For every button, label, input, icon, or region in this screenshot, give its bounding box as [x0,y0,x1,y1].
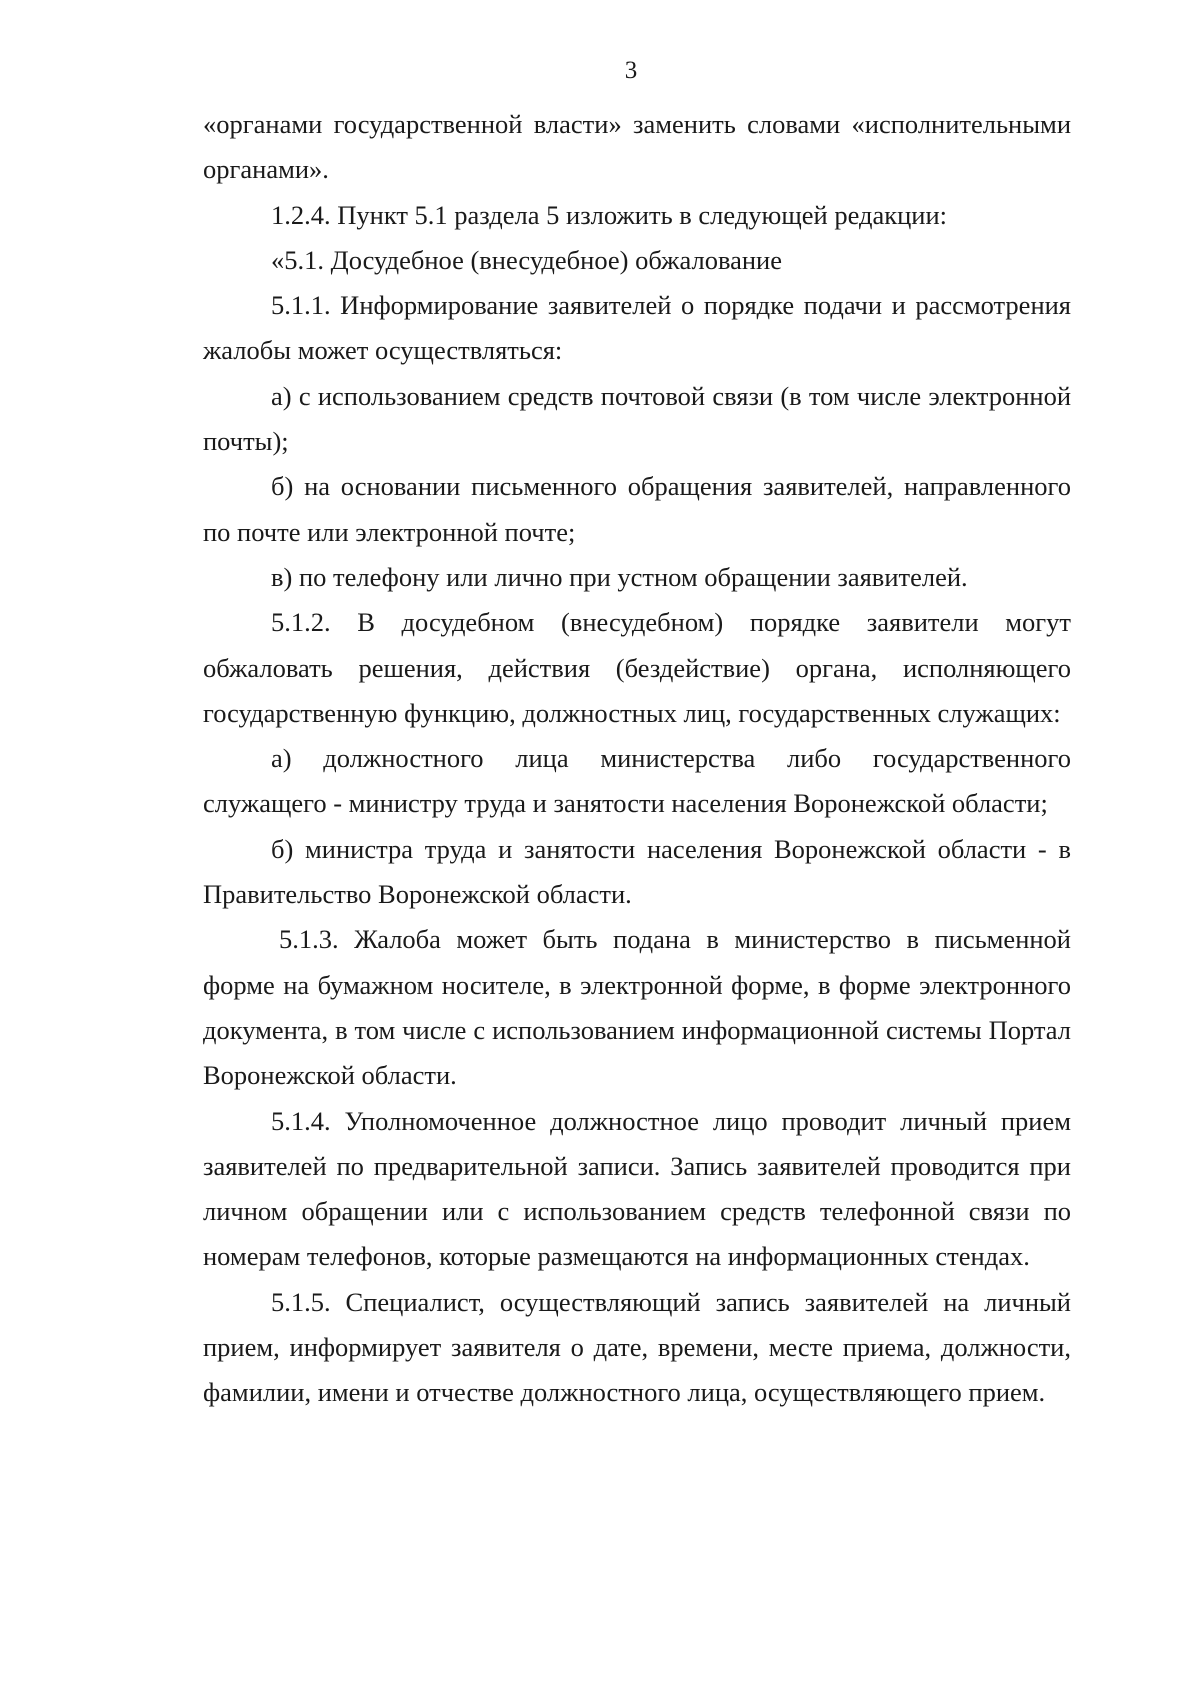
paragraph-4: 5.1.1. Информирование заявителей о порядке подачи и рассмотрения жалобы может осуществляться: [203,290,1071,366]
page-number: 3 [624,57,638,84]
paragraph-3: «5.1. Досудебное (внесудебное) обжалование [271,244,783,275]
paragraph-7: в) по телефону или лично при устном обращении заявителей. [271,561,968,592]
paragraph-13: 5.1.5. Специалист, осуществляющий запись заявителей на личный прием, информирует заявителя о дате, времени, месте приема, должности, фамилии, имени и отчестве должностного лица, осуществляющего прием. [203,1286,1071,1408]
document-body [203,102,1071,1416]
paragraph-2: 1.2.4. Пункт 5.1 раздела 5 изложить в следующей редакции: [271,199,948,230]
paragraph-6: б) на основании письменного обращения заявителей, направленного по почте или электронной почте; [203,471,1071,547]
paragraph-12: 5.1.4. Уполномоченное должностное лицо проводит личный прием заявителей по предварительной записи. Запись заявителей проводится при личном обращении или с использованием средств телефонной связи по номерам телефонов, которые размещаются на информационных стендах. [203,1105,1071,1272]
paragraph-11: 5.1.3. Жалоба может быть подана в министерство в письменной форме на бумажном носителе, в электронной форме, в форме электронного документа, в том числе с использованием информационной системы Портал Воронежской области. [203,924,1071,1091]
paragraph-1: «органами государственной власти» заменить словами «исполнительными органами». [203,109,1071,185]
paragraph-10: б) министра труда и занятости населения Воронежской области - в Правительство Воронежской области. [203,833,1071,910]
paragraph-5: а) с использованием средств почтовой связи (в том числе электронной почты); [203,380,1071,457]
paragraph-8: 5.1.2. В досудебном (внесудебном) порядке заявители могут обжаловать решения, действия (бездействие) органа, исполняющего государственную функцию, должностных лиц, государственных служащих: [203,607,1071,728]
paragraph-9: а) должностного лица министерства либо государственного служащего - министру труда и занятости населения Воронежской области; [203,743,1071,819]
